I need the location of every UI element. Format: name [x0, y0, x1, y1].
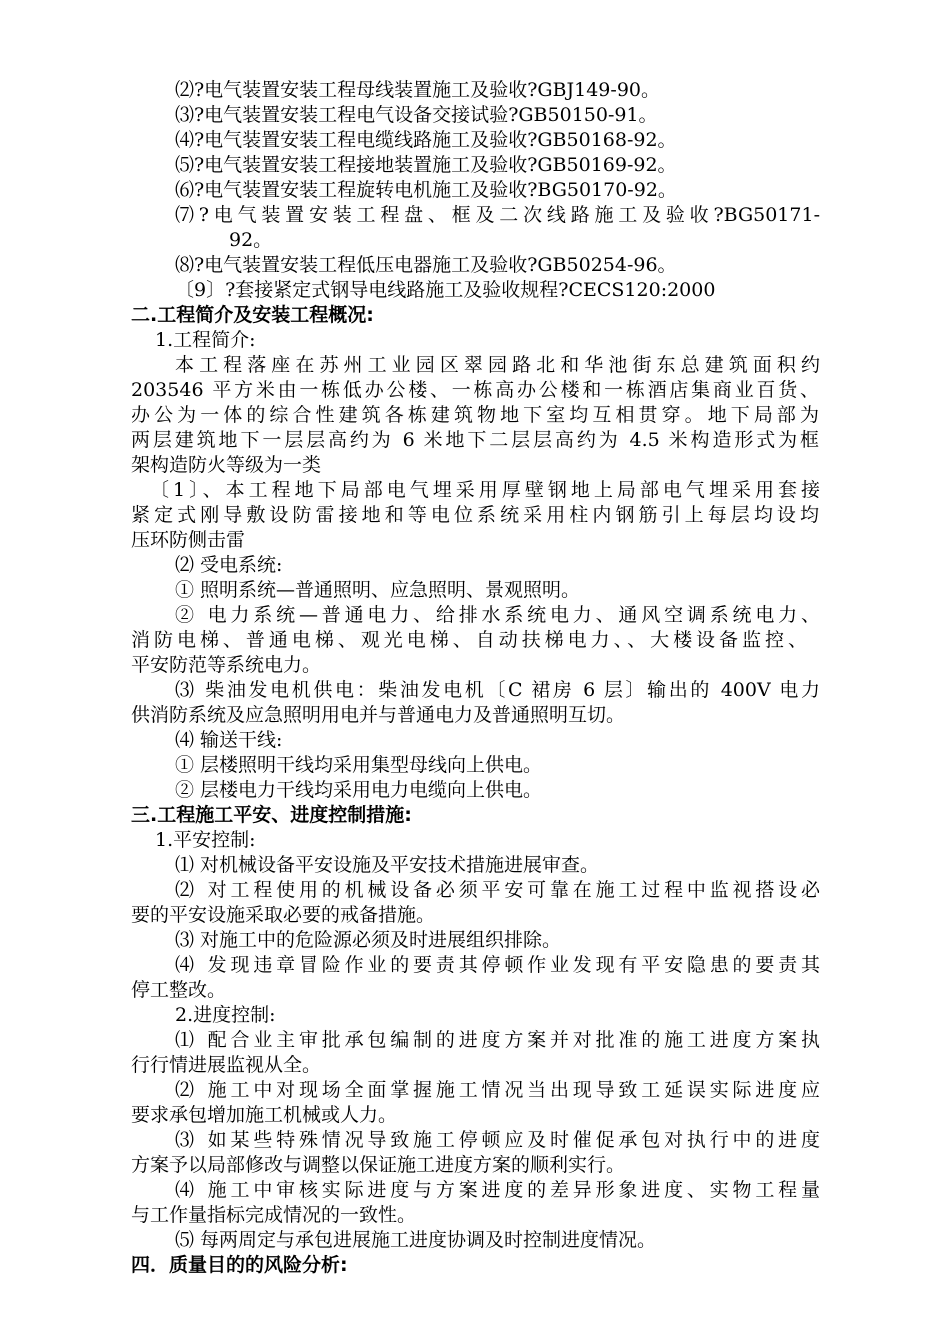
list-item: ⑵ 施工中对现场全面掌握施工情况当出现导致工延误实际进度应 [175, 1079, 820, 1101]
list-item: ⑴ 配合业主审批承包编制的进度方案并对批准的施工进度方案执 [175, 1029, 820, 1051]
list-item: ⑸ 每两周定与承包进展施工进度协调及时控制进度情况。 [175, 1229, 657, 1251]
standard-item-6: ⑹?电气装置安装工程旋转电机施工及验收?BG50170-92。 [175, 179, 677, 201]
list-item: ② 层楼电力干线均采用电力电缆向上供电。 [175, 779, 543, 801]
subheading-schedule-control: 2.进度控制: [175, 1004, 276, 1026]
paragraph-line: 203546 平方米由一栋低办公楼、一栋高办公楼和一栋酒店集商业百货、 [131, 379, 819, 401]
standard-item-8: ⑻?电气装置安装工程低压电器施工及验收?GB50254-96。 [175, 254, 677, 276]
section-heading-2: 二.工程简介及安装工程概况: [131, 304, 374, 326]
list-item: ⑵ 对工程使用的机械设备必须平安可靠在施工过程中监视搭设必 [175, 879, 820, 901]
paragraph-line: 本工程落座在苏州工业园区翠园路北和华池街东总建筑面积约 [175, 354, 820, 376]
list-item: ⑷ 输送干线: [175, 729, 283, 751]
standard-item-9: 〔9〕?套接紧定式钢导电线路施工及验收规程?CECS120:2000 [175, 279, 716, 301]
list-item: ⑴ 对机械设备平安设施及平安技术措施进展审查。 [175, 854, 600, 876]
list-item: 停工整改。 [131, 979, 227, 1001]
paragraph-line: 两层建筑地下一层层高约为 6 米地下二层层高约为 4.5 米构造形式为框 [131, 429, 819, 451]
list-item: 行行情进展监视从全。 [131, 1054, 322, 1076]
standard-item-2: ⑵?电气装置安装工程母线装置施工及验收?GBJ149-90。 [175, 79, 660, 101]
paragraph-line: 架构造防火等级为一类 [131, 454, 322, 476]
paragraph-line: 压环防侧击雷 [131, 529, 246, 551]
list-item: 与工作量指标完成情况的一致性。 [131, 1204, 417, 1226]
list-item: ① 照明系统—普通照明、应急照明、景观照明。 [175, 579, 581, 601]
paragraph-line: 紧定式刚导敷设防雷接地和等电位系统采用柱内钢筋引上每层均设均 [131, 504, 819, 526]
list-item: 平安防范等系统电力。 [131, 654, 322, 676]
standard-item-3: ⑶?电气装置安装工程电气设备交接试验?GB50150-91。 [175, 104, 658, 126]
list-item: ⑶ 柴油发电机供电：柴油发电机〔C 裙房 6 层〕输出的 400V 电力 [175, 679, 820, 701]
list-item: ① 层楼照明干线均采用集型母线向上供电。 [175, 754, 543, 776]
list-item: ⑶ 如某些特殊情况导致施工停顿应及时催促承包对执行中的进度 [175, 1129, 820, 1151]
section-heading-4: 四．质量目的的风险分析: [131, 1254, 348, 1276]
list-item: 消防电梯、普通电梯、观光电梯、自动扶梯电力、、大楼设备监控、 [131, 629, 807, 651]
list-item: ⑷ 发现违章冒险作业的要责其停顿作业发现有平安隐患的要责其 [175, 954, 820, 976]
list-item: ⑵ 受电系统: [175, 554, 283, 576]
list-item: ⑶ 对施工中的危险源必须及时进展组织排除。 [175, 929, 562, 951]
list-item: ⑷ 施工中审核实际进度与方案进度的差异形象进度、实物工程量 [175, 1179, 820, 1201]
section-heading-3: 三.工程施工平安、进度控制措施: [131, 804, 412, 826]
list-item: 供消防系统及应急照明用电并与普通电力及普通照明互切。 [131, 704, 626, 726]
list-item: 方案予以局部修改与调整以保证施工进度方案的顺利实行。 [131, 1154, 626, 1176]
subheading-safety-control: 1.平安控制: [155, 829, 256, 851]
subheading-project-intro: 1.工程简介: [155, 329, 256, 351]
paragraph-line: 〔1〕、本工程地下局部电气埋采用厚壁钢地上局部电气埋采用套接 [150, 479, 820, 501]
standard-item-7: ⑺?电气装置安装工程盘、框及二次线路施工及验收?BG50171- [175, 204, 820, 226]
list-item: 要求承包增加施工机械或人力。 [131, 1104, 398, 1126]
standard-item-5: ⑸?电气装置安装工程接地装置施工及验收?GB50169-92。 [175, 154, 677, 176]
list-item: ② 电力系统—普通电力、给排水系统电力、通风空调系统电力、 [175, 604, 820, 626]
standard-item-7-cont: 92。 [229, 229, 273, 251]
standard-item-4: ⑷?电气装置安装工程电缆线路施工及验收?GB50168-92。 [175, 129, 677, 151]
paragraph-line: 办公为一体的综合性建筑各栋建筑物地下室均互相贯穿。地下局部为 [131, 404, 819, 426]
list-item: 要的平安设施采取必要的戒备措施。 [131, 904, 436, 926]
